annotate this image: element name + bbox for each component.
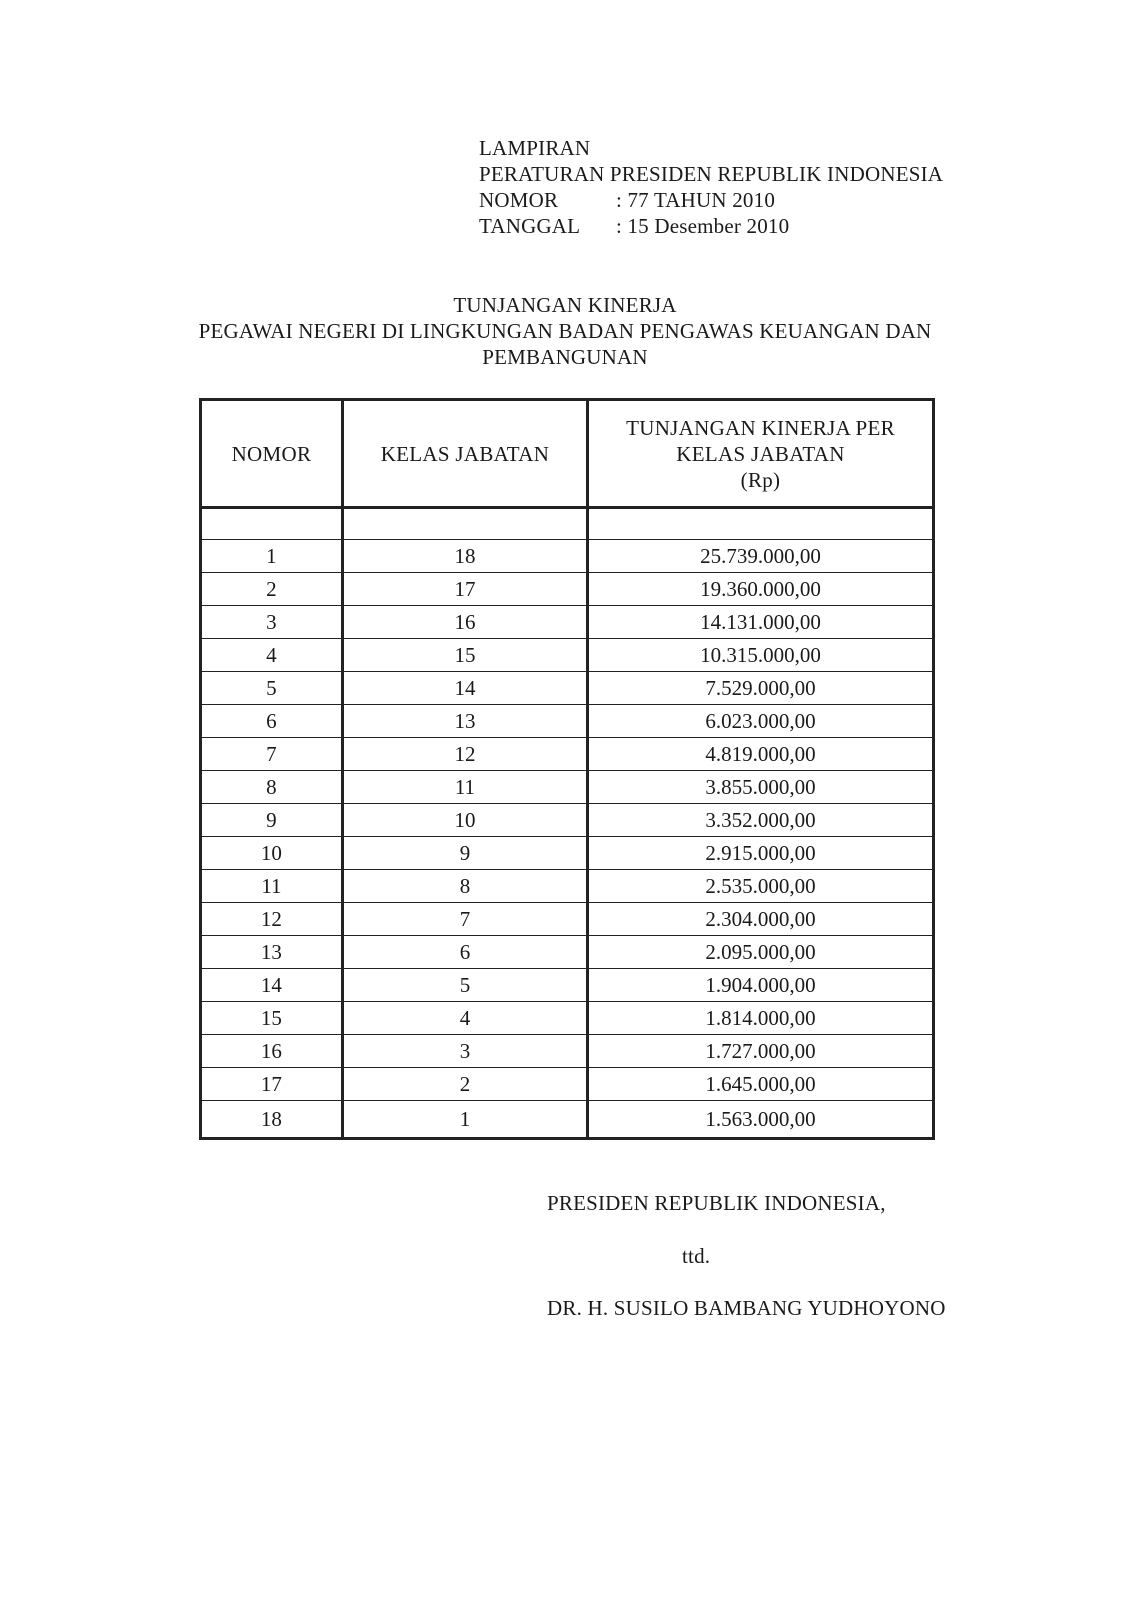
nomor-cell: 4 xyxy=(201,639,343,672)
tunjangan-cell: 2.915.000,00 xyxy=(588,837,934,870)
nomor-cell: 17 xyxy=(201,1068,343,1101)
title-line-1: TUNJANGAN KINERJA xyxy=(453,293,677,317)
tunjangan-cell: 4.819.000,00 xyxy=(588,738,934,771)
tunjangan-cell: 10.315.000,00 xyxy=(588,639,934,672)
tunjangan-cell: 14.131.000,00 xyxy=(588,606,934,639)
title-line-2: PEGAWAI NEGERI DI LINGKUNGAN BADAN PENGAWAS KEUANGAN DAN xyxy=(198,319,932,343)
tunjangan-cell: 3.352.000,00 xyxy=(588,804,934,837)
kelas-jabatan-cell: 18 xyxy=(342,540,587,573)
table-row xyxy=(201,804,934,837)
empty-cell xyxy=(201,508,343,540)
nomor-cell: 6 xyxy=(201,705,343,738)
table-row xyxy=(201,1101,934,1139)
tanggal-value: : 15 Desember 2010 xyxy=(616,214,790,238)
nomor-cell: 5 xyxy=(201,672,343,705)
table-empty-row xyxy=(201,508,934,540)
nomor-cell: 11 xyxy=(201,870,343,903)
tunjangan-cell: 7.529.000,00 xyxy=(588,672,934,705)
tunjangan-cell: 6.023.000,00 xyxy=(588,705,934,738)
table-row xyxy=(201,903,934,936)
document-title xyxy=(150,292,980,370)
kelas-jabatan-cell: 11 xyxy=(342,771,587,804)
kelas-jabatan-cell: 7 xyxy=(342,903,587,936)
kelas-jabatan-cell: 14 xyxy=(342,672,587,705)
tanggal-label: TANGGAL xyxy=(479,214,581,238)
table-row xyxy=(201,936,934,969)
tunjangan-cell: 19.360.000,00 xyxy=(588,573,934,606)
header-tunjangan xyxy=(588,400,934,508)
header-nomor: NOMOR xyxy=(201,400,343,508)
header-tunjangan-line-3: (Rp) xyxy=(740,467,781,492)
table-row xyxy=(201,606,934,639)
kelas-jabatan-cell: 12 xyxy=(342,738,587,771)
tunjangan-cell: 1.563.000,00 xyxy=(588,1101,934,1139)
kelas-jabatan-cell: 15 xyxy=(342,639,587,672)
nomor-line xyxy=(479,187,943,213)
table-row xyxy=(201,639,934,672)
signature-ttd: ttd. xyxy=(682,1244,711,1268)
table-row xyxy=(201,837,934,870)
nomor-cell: 8 xyxy=(201,771,343,804)
kelas-jabatan-cell: 13 xyxy=(342,705,587,738)
nomor-cell: 13 xyxy=(201,936,343,969)
tunjangan-cell: 2.304.000,00 xyxy=(588,903,934,936)
tunjangan-cell: 1.727.000,00 xyxy=(588,1035,934,1068)
kelas-jabatan-cell: 16 xyxy=(342,606,587,639)
table-row xyxy=(201,1068,934,1101)
kelas-jabatan-cell: 10 xyxy=(342,804,587,837)
table-row xyxy=(201,573,934,606)
header-tunjangan-line-1: TUNJANGAN KINERJA PER xyxy=(626,415,895,440)
tanggal-line xyxy=(479,213,943,239)
signature-name: DR. H. SUSILO BAMBANG YUDHOYONO xyxy=(547,1296,946,1320)
header-tunjangan-line-2: KELAS JABATAN xyxy=(676,441,845,466)
nomor-cell: 14 xyxy=(201,969,343,1002)
nomor-cell: 16 xyxy=(201,1035,343,1068)
table-row xyxy=(201,1002,934,1035)
table-row xyxy=(201,1035,934,1068)
kelas-jabatan-cell: 9 xyxy=(342,837,587,870)
table-row xyxy=(201,672,934,705)
signature-block xyxy=(547,1190,946,1320)
nomor-cell: 1 xyxy=(201,540,343,573)
tunjangan-cell: 1.814.000,00 xyxy=(588,1002,934,1035)
empty-cell xyxy=(342,508,587,540)
table-row xyxy=(201,540,934,573)
header-kelas-jabatan: KELAS JABATAN xyxy=(342,400,587,508)
nomor-label: NOMOR xyxy=(479,188,559,212)
table-row xyxy=(201,969,934,1002)
nomor-cell: 9 xyxy=(201,804,343,837)
empty-cell xyxy=(588,508,934,540)
nomor-cell: 18 xyxy=(201,1101,343,1139)
tunjangan-cell: 2.095.000,00 xyxy=(588,936,934,969)
kelas-jabatan-cell: 3 xyxy=(342,1035,587,1068)
signature-office: PRESIDEN REPUBLIK INDONESIA, xyxy=(547,1191,886,1215)
table-row xyxy=(201,771,934,804)
tunjangan-table xyxy=(199,398,935,1140)
table-row xyxy=(201,738,934,771)
kelas-jabatan-cell: 5 xyxy=(342,969,587,1002)
lampiran-title: LAMPIRAN xyxy=(479,136,591,160)
kelas-jabatan-cell: 17 xyxy=(342,573,587,606)
nomor-cell: 15 xyxy=(201,1002,343,1035)
kelas-jabatan-cell: 6 xyxy=(342,936,587,969)
table-row xyxy=(201,870,934,903)
nomor-cell: 3 xyxy=(201,606,343,639)
table-row xyxy=(201,705,934,738)
lampiran-header xyxy=(479,135,943,239)
tunjangan-cell: 25.739.000,00 xyxy=(588,540,934,573)
tunjangan-cell: 3.855.000,00 xyxy=(588,771,934,804)
title-line-3: PEMBANGUNAN xyxy=(482,345,648,369)
nomor-value: : 77 TAHUN 2010 xyxy=(616,188,776,212)
table-header-row xyxy=(201,400,934,508)
tunjangan-cell: 2.535.000,00 xyxy=(588,870,934,903)
nomor-cell: 12 xyxy=(201,903,343,936)
nomor-cell: 7 xyxy=(201,738,343,771)
nomor-cell: 2 xyxy=(201,573,343,606)
kelas-jabatan-cell: 1 xyxy=(342,1101,587,1139)
kelas-jabatan-cell: 2 xyxy=(342,1068,587,1101)
tunjangan-cell: 1.645.000,00 xyxy=(588,1068,934,1101)
nomor-cell: 10 xyxy=(201,837,343,870)
regulation-name: PERATURAN PRESIDEN REPUBLIK INDONESIA xyxy=(479,162,944,186)
tunjangan-cell: 1.904.000,00 xyxy=(588,969,934,1002)
kelas-jabatan-cell: 8 xyxy=(342,870,587,903)
kelas-jabatan-cell: 4 xyxy=(342,1002,587,1035)
